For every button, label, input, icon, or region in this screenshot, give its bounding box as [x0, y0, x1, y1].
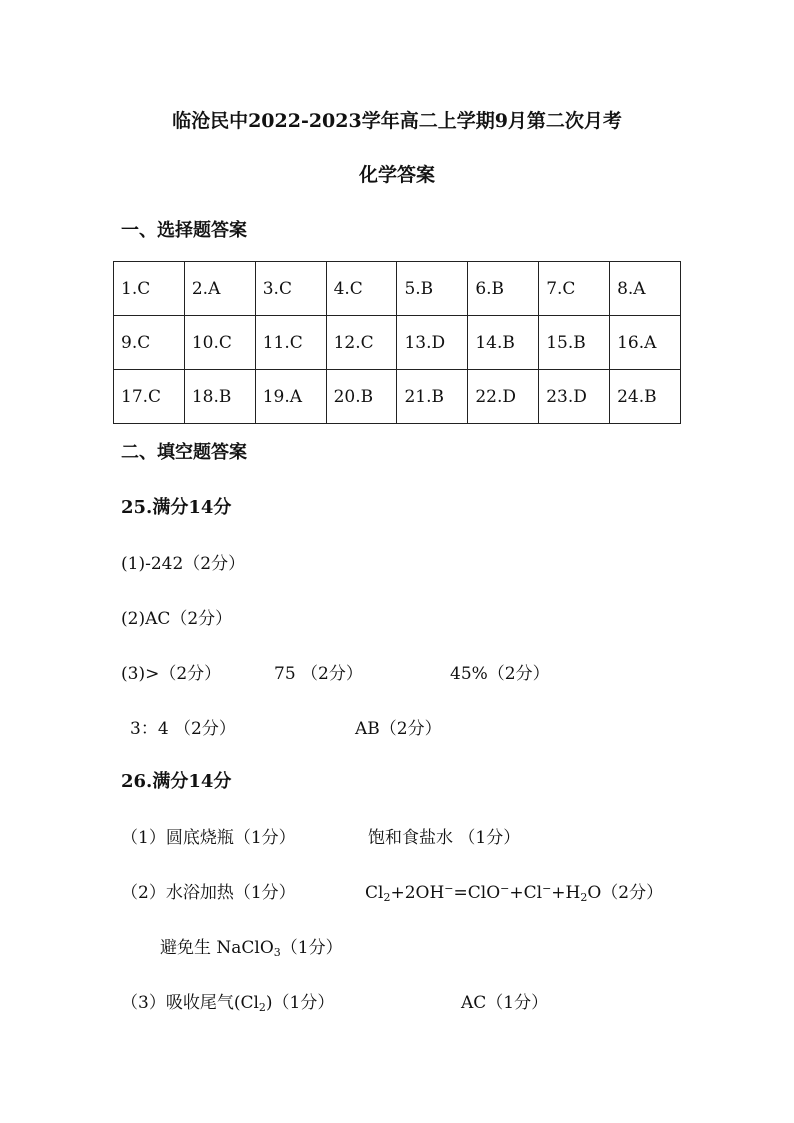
table-cell: 19.A — [255, 370, 326, 424]
table-cell: 6.B — [468, 262, 539, 316]
q26-answer-3b: AC（1分） — [461, 993, 549, 1013]
q25-answer-4a: 3：4 （2分） — [130, 719, 236, 739]
q26-answer-1b: 饱和食盐水 （1分） — [368, 828, 521, 848]
eq-plus-cl: +Cl — [509, 883, 543, 903]
q26-equation — [365, 878, 663, 904]
section-heading-fill: 二、填空题答案 — [121, 442, 247, 463]
table-cell: 15.B — [539, 316, 610, 370]
table-row — [114, 370, 681, 424]
table-row — [114, 262, 681, 316]
eq-score: （2分） — [601, 883, 664, 903]
table-cell: 5.B — [397, 262, 468, 316]
q26-answer-2a: （2）水浴加热（1分） — [121, 883, 296, 903]
table-cell: 7.C — [539, 262, 610, 316]
question-25-heading: 25.满分14分 — [121, 497, 232, 518]
question-26-heading: 26.满分14分 — [121, 771, 232, 792]
eq-o: O — [587, 883, 602, 903]
q25-answer-3a: (3)>（2分） — [121, 664, 222, 684]
section-heading-choice: 一、选择题答案 — [121, 220, 247, 241]
table-cell: 24.B — [610, 370, 681, 424]
table-cell: 8.A — [610, 262, 681, 316]
table-cell: 4.C — [326, 262, 397, 316]
eq-plus-2oh: +2OH — [390, 883, 445, 903]
table-cell: 23.D — [539, 370, 610, 424]
eq-eq-clo: =ClO — [453, 883, 501, 903]
eq-charge: − — [542, 882, 552, 895]
table-cell: 17.C — [114, 370, 185, 424]
document-title: 临沧民中2022-2023学年高二上学期9月第二次月考 — [172, 110, 622, 132]
q26-3a-score: )（1分） — [265, 993, 335, 1013]
q26-answer-1a: （1）圆底烧瓶（1分） — [121, 828, 296, 848]
q26-2c-text: 避免生 NaClO — [160, 938, 274, 958]
table-cell: 10.C — [184, 316, 255, 370]
table-cell: 18.B — [184, 370, 255, 424]
q26-2c-score: （1分） — [280, 938, 343, 958]
q26-2c-sub: 3 — [273, 946, 281, 959]
table-cell: 3.C — [255, 262, 326, 316]
q26-3a-text: （3）吸收尾气(Cl — [121, 993, 259, 1013]
q26-answer-2c — [160, 933, 343, 959]
q26-3a-sub: 2 — [258, 1001, 266, 1014]
q25-answer-1: (1)-242（2分） — [121, 554, 246, 574]
table-row — [114, 316, 681, 370]
table-cell: 9.C — [114, 316, 185, 370]
eq-charge: − — [500, 882, 510, 895]
table-cell: 2.A — [184, 262, 255, 316]
q25-answer-4b: AB（2分） — [355, 719, 442, 739]
table-cell: 16.A — [610, 316, 681, 370]
eq-charge: − — [444, 882, 454, 895]
eq-plus-h: +H — [551, 883, 581, 903]
q25-answer-2: (2)AC（2分） — [121, 609, 233, 629]
eq-cl: Cl — [365, 883, 384, 903]
answer-table — [113, 261, 681, 424]
table-cell: 1.C — [114, 262, 185, 316]
eq-sub-2: 2 — [383, 891, 391, 904]
table-cell: 21.B — [397, 370, 468, 424]
table-cell: 12.C — [326, 316, 397, 370]
table-cell: 14.B — [468, 316, 539, 370]
q25-answer-3c: 45%（2分） — [450, 664, 550, 684]
table-cell: 20.B — [326, 370, 397, 424]
table-cell: 11.C — [255, 316, 326, 370]
q25-answer-3b: 75 （2分） — [274, 664, 363, 684]
document-subtitle: 化学答案 — [358, 164, 435, 186]
table-cell: 13.D — [397, 316, 468, 370]
table-cell: 22.D — [468, 370, 539, 424]
eq-sub-2: 2 — [580, 891, 588, 904]
q26-answer-3a — [121, 988, 334, 1014]
